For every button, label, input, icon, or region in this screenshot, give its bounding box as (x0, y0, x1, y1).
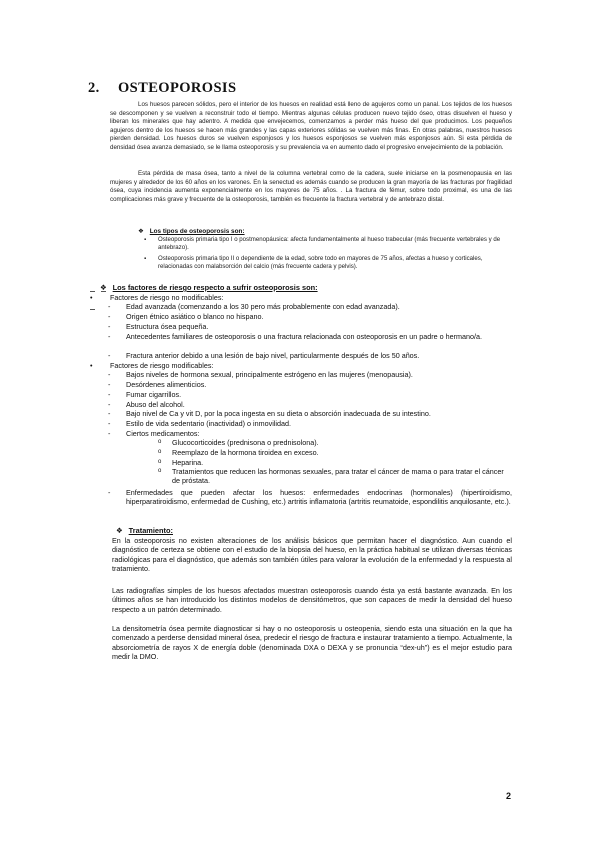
treatment-paragraph-2: Las radiografías simples de los huesos afectados muestran osteoporosis cuando ésta ya está bastante avanzada. En los últimos años se han introducido los distintos modelos de densitómetros, que son capaces de medir la densidad del hueso respecto a un patrón determinado. (112, 586, 512, 614)
list-item: - Estructura ósea pequeña. (108, 322, 209, 331)
list-item: - Origen étnico asiático o blanco no hispano. (108, 312, 264, 321)
list-item: - Ciertos medicamentos: (108, 429, 200, 438)
diamond-bullet-icon: ❖ (138, 228, 144, 235)
list-item: ▪ Osteoporosis primaria tipo II o dependiente de la edad, sobre todo en mayores de 75 años, afectas a hueso y corticales, relacionadas con malabsorción del calcio (más frecuente cadera y pelvis). (144, 254, 483, 271)
list-item: - Fractura anterior debido a una lesión de bajo nivel, particularmente después de los 50 años. (108, 351, 420, 360)
treatment-title-text: Tratamiento: (128, 526, 173, 535)
list-item: - Fumar cigarrillos. (108, 390, 182, 399)
treatment-paragraph-1: En la osteoporosis no existen alteraciones de los análisis básicos que permitan hacer el diagnóstico. Aun cuando el diagnóstico de certeza se obtiene con el estudio de la biopsia del hueso, en la práctica habitual se utilizan diversas técnicas radiológicas para el diagnóstico, que además son también útiles para valorar la evolución de la enfermedad y la respuesta al tratamiento. (112, 536, 512, 574)
medication-item: o Tratamientos que reducen las hormonas sexuales, para tratar el cáncer de mama o para tratar el cáncer de próstata. (158, 467, 504, 486)
medication-item: o Heparina. (158, 458, 204, 467)
diamond-bullet-icon: ❖ (116, 526, 123, 535)
types-list (144, 236, 512, 274)
list-item: - Desórdenes alimenticios. (108, 380, 207, 389)
list-item: - Bajos niveles de hormona sexual, principalmente estrógeno en las mujeres (menopausia). (108, 370, 413, 379)
risk-title (100, 283, 318, 292)
divider-dashes (90, 279, 118, 280)
section-number: 2. (88, 80, 100, 96)
list-item: - Enfermedades que pueden afectar los huesos: enfermedades endocrinas (hormonales) (hipertiroidismo, hiperparatiroidismo, enfermedad de Cushing, etc.) artritis inflamatoria (artritis reumatoide, espondilitis anquilosante, etc.). (108, 488, 512, 507)
non-modifiable-label: • Factores de riesgo no modificables: (90, 293, 224, 302)
types-title (138, 227, 245, 235)
modifiable-label: • Factores de riesgo modificables: (90, 361, 214, 370)
square-bullet-icon: ▪ (144, 236, 147, 243)
list-item: - Edad avanzada (comenzando a los 30 pero más probablemente con edad avanzada). (108, 302, 400, 311)
types-title-text: Los tipos de osteoporosis son: (149, 228, 245, 235)
list-item: - Abuso del alcohol. (108, 400, 185, 409)
medication-item: o Glucocorticoides (prednisona o prednisolona). (158, 438, 319, 447)
page-number: 2 (506, 791, 512, 801)
intro-paragraph-2: Esta pérdida de masa ósea, tanto a nivel de la columna vertebral como de la cadera, suele iniciarse en la posmenopausia en las mujeres y alrededor de los 60 años en los varones. En la senectud es además cuando se producen la gran mayoría de las fracturas por fragilidad ósea, cuya incidencia aumenta exponencialmente en los mayores de 75 años. . La fractura de fémur, sobre todo proximal, es una de las complicaciones más grave y frecuente de la osteoporosis, también es frecuente la fractura vertebral y de antebrazo distal. (110, 170, 512, 203)
section-heading (88, 80, 236, 97)
risk-title-text: Los factores de riesgo respecto a sufrir osteoporosis son: (112, 283, 318, 292)
medication-item: o Reemplazo de la hormona tiroidea en exceso. (158, 448, 319, 457)
list-item: ▪ Osteoporosis primaria tipo I o postmenopáusica: afecta fundamentalmente al hueso trabecular (más frecuente vertebrales y de antebrazo). (144, 236, 501, 252)
intro-paragraph-1: Los huesos parecen sólidos, pero el interior de los huesos en realidad está lleno de agujeros como un panal. Los tejidos de los huesos se descomponen y se vuelven a reconstruir todo el tiempo. Mientras algunas células producen nuevo tejido óseo, otras disuelven el hueso y liberan los minerales que hay adentro. A medida que envejecemos, comenzamos a perder más hueso del que producimos. Los pequeños agujeros dentro de los huesos se hacen más grandes y las capas exteriores sólidas se vuelven más finas. En otras palabras, nuestros huesos pierden densidad. Los huesos duros se vuelven esponjosos y los huesos esponjosos se vuelven más esponjosos aún. Si esta pérdida de densidad ósea avanza demasiado, se le llama osteoporosis y su prevalencia va en aumento dado el progresivo envejecimiento de la población. (110, 101, 512, 151)
section-title: OSTEOPOROSIS (118, 80, 237, 96)
diamond-bullet-icon: ❖ (100, 283, 107, 292)
list-item: - Antecedentes familiares de osteoporosis o una fractura relacionada con osteoporosis en un padre o hermano/a. (108, 332, 483, 341)
treatment-paragraph-3: La densitometría ósea permite diagnosticar si hay o no osteoporosis u osteopenia, siendo esta una situación en la que ha comenzado a perderse densidad mineral ósea, predecir el riesgo de fractura e instaurar tratamiento a tiempo. Actualmente, la absorciometría de rayos X de energía doble (denominada DXA o DEXA y se pronuncia “dex-uh”) es el mejor estudio para medir la DMO. (112, 624, 512, 662)
square-bullet-icon: ▪ (144, 254, 147, 262)
list-item: - Bajo nivel de Ca y vit D, por la poca ingesta en su dieta o absorción inadecuada de su intestino. (108, 409, 431, 418)
treatment-title (116, 526, 173, 535)
list-item: - Estilo de vida sedentario (inactividad) o inmovilidad. (108, 419, 292, 428)
